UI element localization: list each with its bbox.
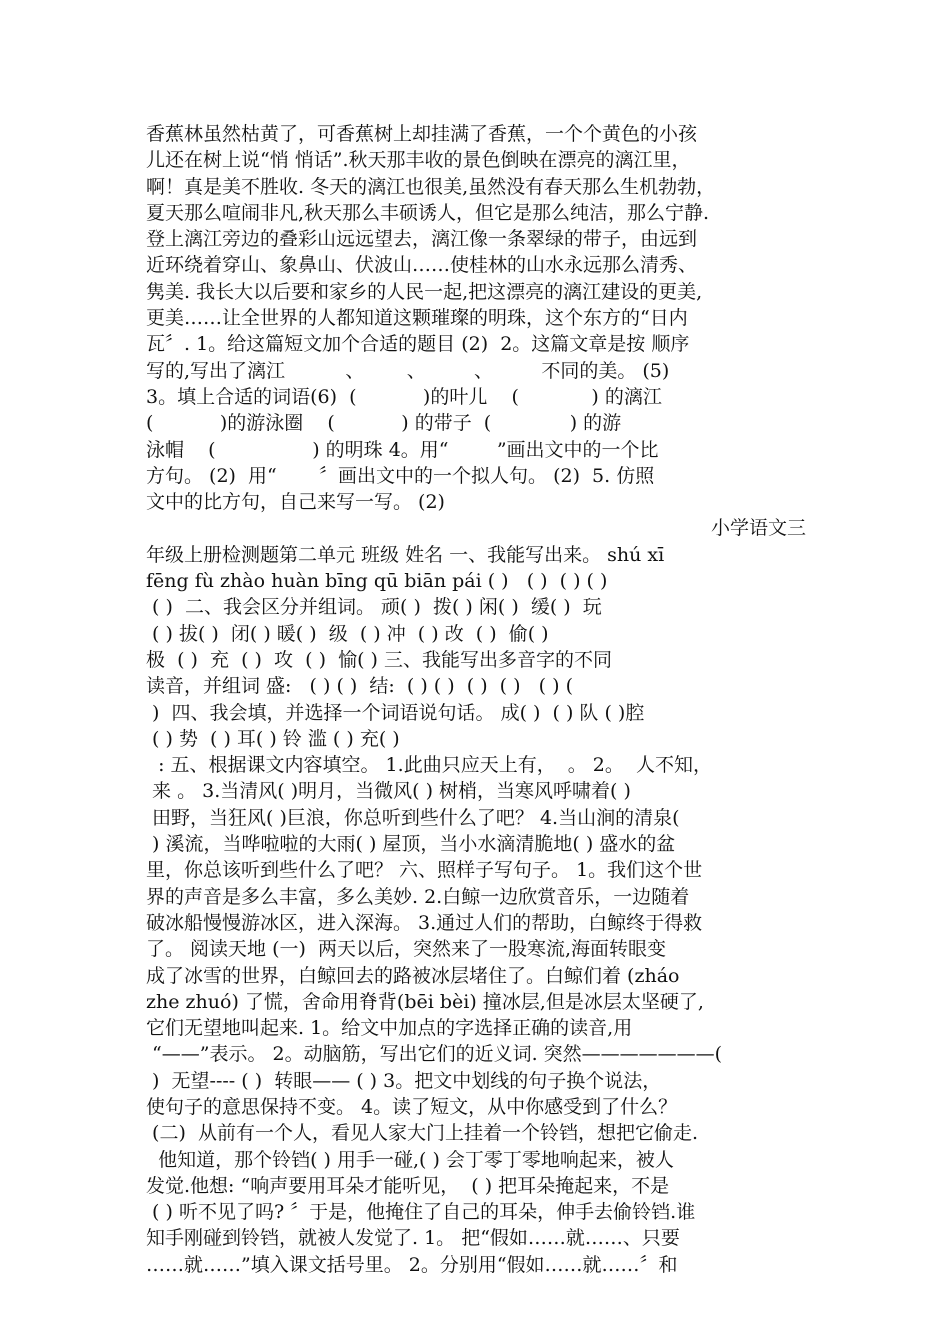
text-line: 极 ( ) 充 ( ) 攻 ( ) 愉( ) 三、我能写出多音字的不同 — [146, 648, 612, 671]
text-line: 年级上册检测题第二单元 班级 姓名 一、我能写出来。 shú xī — [146, 543, 665, 566]
text-line: 隽美. 我长大以后要和家乡的人民一起,把这漂亮的漓江建设的更美, — [146, 280, 703, 303]
text-line: 破冰船慢慢游冰区，进入深海。 3.通过人们的帮助，白鲸终于得救 — [146, 911, 703, 934]
text-line: 夏天那么喧闹非凡,秋天那么丰硕诱人，但它是那么纯洁，那么宁静. — [146, 201, 710, 224]
text-line: ( ) 拔( ) 闭( ) 暖( ) 级 ( ) 冲 ( ) 改 ( ) 偷( ) — [146, 622, 549, 645]
document-page — [146, 121, 806, 1278]
text-line: 使句子的意思保持不变。 4。读了短文，从中你感受到了什么？ — [146, 1095, 678, 1118]
text-line: ) 四、我会填，并选择一个词语说句话。 成( ) ( ) 队 ( )腔 — [146, 701, 645, 724]
text-line: 更美……让全世界的人都知道这颗璀璨的明珠，这个东方的“日内 — [146, 307, 688, 330]
text-line: 香蕉林虽然枯黄了，可香蕉树上却挂满了香蕉，一个个黄色的小孩 — [146, 123, 698, 145]
text-line: ( ) 势 ( ) 耳( ) 铃 滥 ( ) 充( ) — [146, 727, 400, 750]
text-line: 写的,写出了漓江 、 、 、 不同的美。 (5) — [146, 359, 670, 382]
text-line: (二) 从前有一个人，看见人家大门上挂着一个铃铛，想把它偷走. — [146, 1122, 698, 1145]
section-heading: 小学语文三 — [710, 517, 806, 540]
text-line: 知手刚碰到铃铛，就被人发觉了. 1。 把“假如……就……、只要 — [146, 1227, 680, 1250]
text-line: ( ) 听不见了吗? 〞于是，他掩住了自己的耳朵，伸手去偷铃铛.谁 — [146, 1201, 696, 1224]
text-line: 它们无望地叫起来. 1。给文中加点的字选择正确的读音,用 — [146, 1017, 633, 1040]
text-line: 瓦〞. 1。给这篇短文加个合适的题目 (2) 2。这篇文章是按 顺序 — [146, 333, 690, 356]
text-line: : 五、根据课文内容填空。 1.此曲只应天上有， 。 2。 人不知， — [146, 754, 712, 777]
text-line: ( ) 二、我会区分并组词。 顽( ) 拨( ) 闲( ) 缓( ) 玩 — [146, 596, 602, 619]
text-line: 田野，当狂风( )巨浪，你总听到些什么了吧？ 4.当山涧的清泉( — [146, 806, 680, 829]
text-line: 了。 阅读天地 (一) 两天以后，突然来了一股寒流,海面转眼变 — [146, 938, 667, 961]
text-line: 3。填上合适的词语(6) ( )的叶儿 ( ) 的漓江 — [146, 385, 662, 408]
text-line: ) 溪流，当哗啦啦的大雨( ) 屋顶，当小水滴清脆地( ) 盛水的盆 — [146, 833, 676, 856]
text-line: 读音，并组词 盛: ( ) ( ) 结: ( ) ( ) ( ) ( ) ( ) ( — [146, 675, 573, 698]
text-line: 里，你总该听到些什么了吧？ 六、照样子写句子。 1。我们这个世 — [146, 859, 703, 882]
text-line: 泳帽 ( ) 的明珠 4。用“ ”画出文中的一个比 — [146, 438, 659, 461]
text-line: zhe zhuó) 了慌，舍命用脊背(bēi bèi) 撞冰层,但是冰层太坚硬了, — [146, 990, 704, 1013]
text-line: 啊！真是美不胜收. 冬天的漓江也很美,虽然没有春天那么生机勃勃， — [146, 175, 716, 198]
text-line: ) 无望---- ( ) 转眼—— ( ) 3。把文中划线的句子换个说法， — [146, 1069, 662, 1092]
text-line: 近环绕着穿山、象鼻山、伏波山……使桂林的山水永远那么清秀、 — [146, 254, 698, 277]
text-line: “——”表示。 2。动脑筋，写出它们的近义词. 突然———————( — [146, 1043, 723, 1066]
text-line: 成了冰雪的世界，白鲸回去的路被冰层堵住了。白鲸们着 (zháo — [146, 964, 680, 987]
text-line: ( )的游泳圈 ( ) 的带子 ( ) 的游 — [146, 412, 622, 435]
text-line: 发觉.他想: “响声要用耳朵才能听见， ( ) 把耳朵掩起来，不是 — [146, 1174, 670, 1197]
text-line: 来 。 3.当清风( )明月，当微风( ) 树梢，当寒风呼啸着( ) — [146, 780, 631, 803]
text-line: 他知道，那个铃铛( ) 用手一碰,( ) 会丁零丁零地响起来，被人 — [146, 1148, 674, 1171]
text-line: 方句。 (2) 用“ 〞画出文中的一个拟人句。 (2) 5. 仿照 — [146, 464, 655, 487]
text-line: 文中的比方句，自己来写一写。 (2) — [146, 491, 445, 514]
text-line: fēng fù zhào huàn bīng qū biān pái ( ) ( ) ( ) ( ) — [146, 570, 608, 593]
text-line: ……就……”填入课文括号里。 2。分别用“假如……就……〞和 — [146, 1253, 678, 1276]
text-line: 儿还在树上说“悄 悄话”.秋天那丰收的景色倒映在漂亮的漓江里， — [146, 149, 691, 172]
text-line: 界的声音是多么丰富，多么美妙. 2.白鲸一边欣赏音乐，一边随着 — [146, 885, 690, 908]
text-line: 登上漓江旁边的叠彩山远远望去，漓江像一条翠绿的带子，由远到 — [146, 228, 698, 251]
